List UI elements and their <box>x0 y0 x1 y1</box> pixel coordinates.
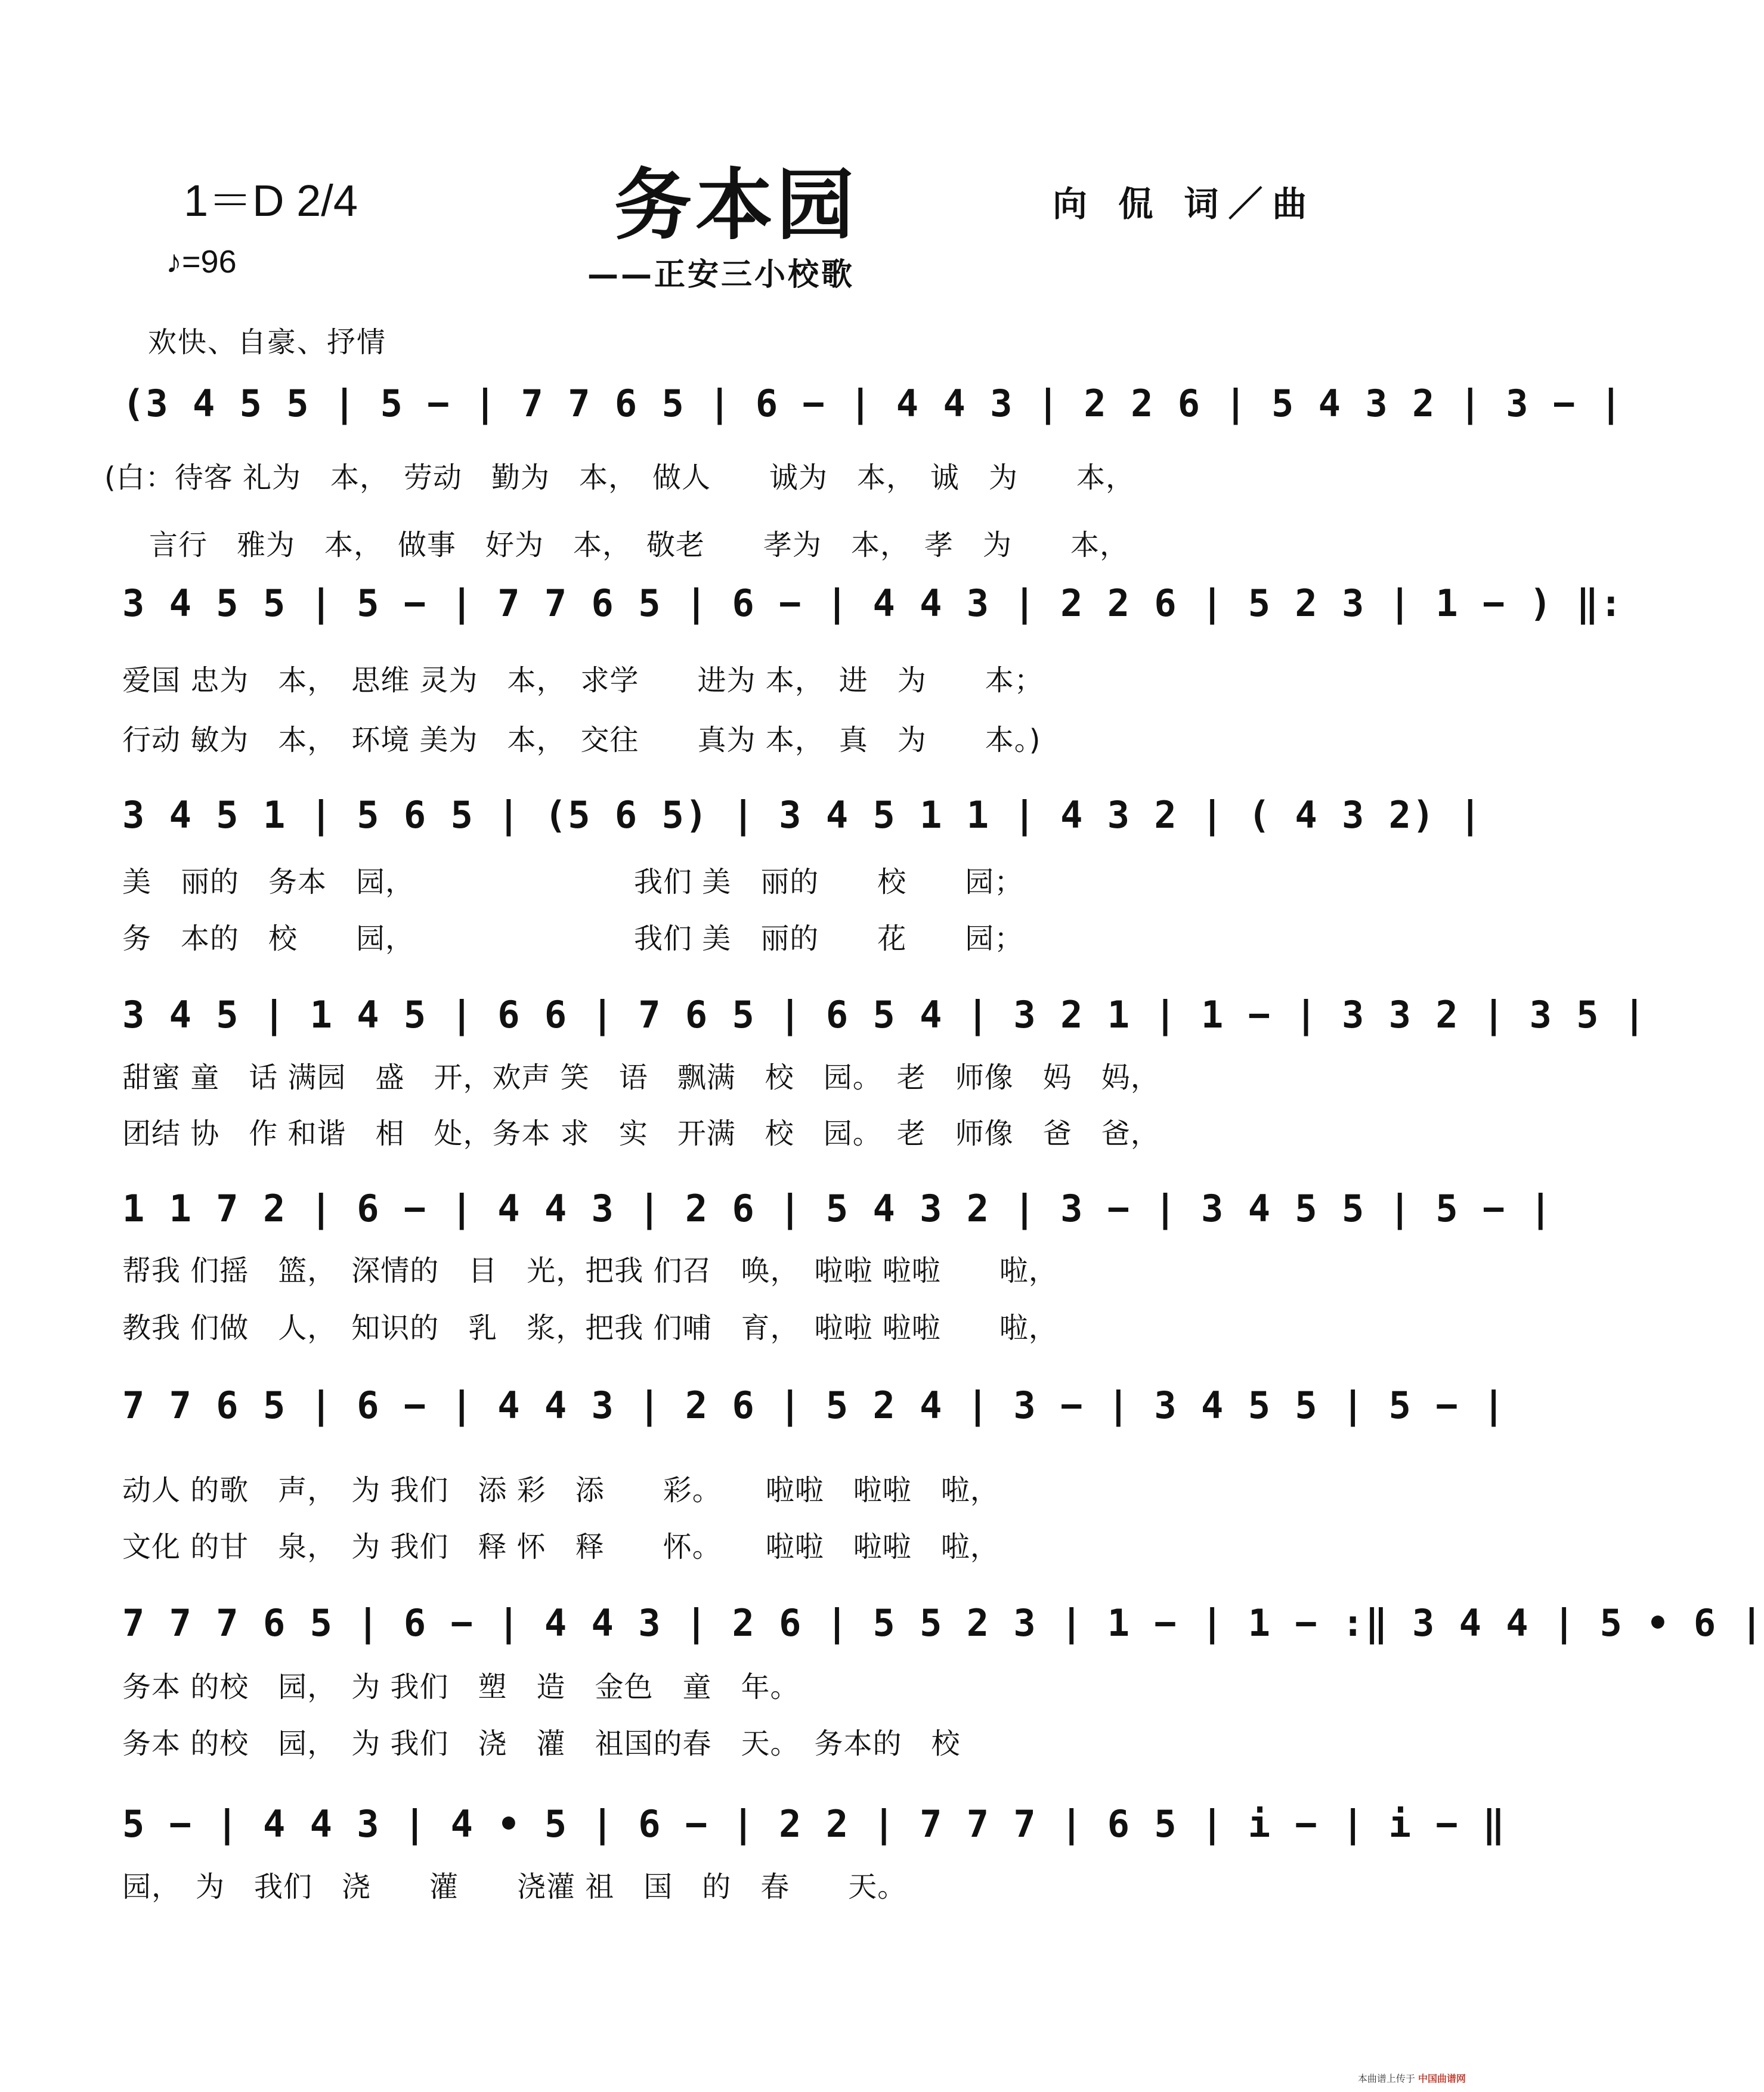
lyric-line-4a: 甜蜜 童 话 满园 盛 开，欢声 笑 语 飘满 校 园。 老 师像 妈 妈， <box>122 1061 1160 1094</box>
key-signature: 1＝D 2/4 <box>184 176 358 225</box>
lyric-line-2a: 爱国 忠为 本， 思维 灵为 本， 求学 进为 本， 进 为 本； <box>122 664 1044 697</box>
lyric-line-1a: (白：待客 礼为 本， 劳动 勤为 本， 做人 诚为 本， 诚 为 本， <box>104 461 1135 494</box>
author-credit: 向 侃 词／曲 <box>1053 184 1317 224</box>
lyric-line-3a: 美 丽的 务本 园， 我们 美 丽的 校 园； <box>122 865 1024 899</box>
lyric-line-1b: 言行 雅为 本， 做事 好为 本， 敬老 孝为 本， 孝 为 本， <box>149 528 1129 562</box>
lyric-line-5a: 帮我 们摇 篮， 深情的 目 光，把我 们召 唤， 啦啦 啦啦 啦， <box>122 1254 1058 1288</box>
notation-line-4: 3 4 5 | 1 4 5 | 6 6 | 7 6 5 | 6 5 4 | 3 2 1 | 1 − | 3 3 2 | 3 5 | <box>122 993 1647 1036</box>
notation-line-7: 7 7 7 6 5 | 6 − | 4 4 3 | 2 6 | 5 5 2 3 | 1 − | 1 − :‖ 3 4 4 | 5 • 6 | <box>122 1601 1764 1645</box>
notation-line-1: (3 4 5 5 | 5 − | 7 7 6 5 | 6 − | 4 4 3 | 2 2 6 | 5 4 3 2 | 3 − | <box>122 382 1623 425</box>
notation-line-3: 3 4 5 1 | 5 6 5 | (5 6 5) | 3 4 5 1 1 | 4 3 2 | ( 4 3 2) | <box>122 793 1483 837</box>
lyric-line-7a: 务本 的校 园， 为 我们 塑 造 金色 童 年。 <box>122 1670 800 1704</box>
notation-line-8: 5 − | 4 4 3 | 4 • 5 | 6 − | 2 2 | 7 7 7 | 6 5 | i − | i − ‖ <box>122 1802 1506 1846</box>
expression-marking: 欢快、自豪、抒情 <box>148 326 387 359</box>
song-title: 务本园 <box>614 160 858 250</box>
lyric-line-6b: 文化 的甘 泉， 为 我们 释 怀 释 怀。 啦啦 啦啦 啦， <box>122 1530 999 1564</box>
brand-logo: 中国曲谱网 <box>1418 2073 1466 2084</box>
lyric-line-4b: 团结 协 作 和谐 相 处，务本 求 实 开满 校 园。 老 师像 爸 爸， <box>122 1117 1160 1150</box>
lyric-line-5b: 教我 们做 人， 知识的 乳 浆，把我 们哺 育， 啦啦 啦啦 啦， <box>122 1311 1058 1345</box>
lyric-line-8a: 园， 为 我们 浇 灌 浇灌 祖 国 的 春 天。 <box>122 1870 907 1904</box>
lyric-line-6a: 动人 的歌 声， 为 我们 添 彩 添 彩。 啦啦 啦啦 啦， <box>122 1474 999 1507</box>
upload-text: 本曲谱上传于 <box>1357 2073 1415 2084</box>
lyric-line-3b: 务 本的 校 园， 我们 美 丽的 花 园； <box>122 922 1024 955</box>
upload-footer <box>1358 2071 1466 2085</box>
song-subtitle: ——正安三小校歌 <box>587 257 855 293</box>
notation-line-6: 7 7 6 5 | 6 − | 4 4 3 | 2 6 | 5 2 4 | 3 − | 3 4 5 5 | 5 − | <box>122 1384 1506 1427</box>
tempo-marking: ♪=96 <box>166 244 237 280</box>
lyric-line-7b: 务本 的校 园， 为 我们 浇 灌 祖国的春 天。 务本的 校 <box>122 1727 961 1760</box>
lyric-line-2b: 行动 敏为 本， 环境 美为 本， 交往 真为 本， 真 为 本。) <box>122 723 1041 757</box>
notation-line-2: 3 4 5 5 | 5 − | 7 7 6 5 | 6 − | 4 4 3 | 2 2 6 | 5 2 3 | 1 − ) ‖: <box>122 581 1623 625</box>
notation-line-5: 1 1 7 2 | 6 − | 4 4 3 | 2 6 | 5 4 3 2 | 3 − | 3 4 5 5 | 5 − | <box>122 1187 1553 1230</box>
